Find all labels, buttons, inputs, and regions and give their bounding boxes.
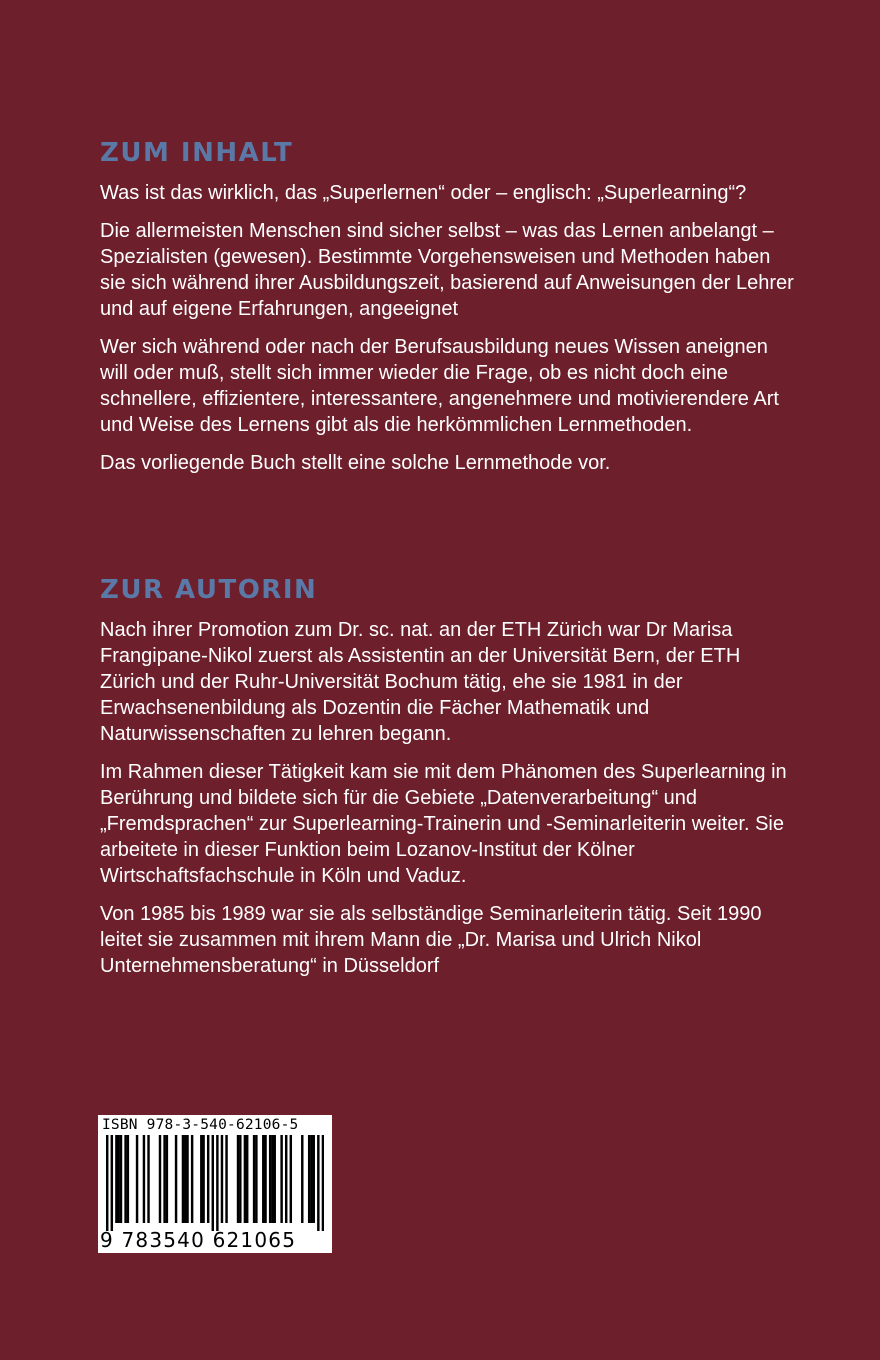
barcode-bar [308,1135,310,1223]
barcode-bar [290,1135,292,1223]
barcode-bar [237,1135,239,1223]
barcode-bar [212,1135,214,1231]
barcode-bar [143,1135,145,1223]
barcode-bar [182,1135,184,1223]
barcode-bar [269,1135,271,1223]
barcode-bar [115,1135,117,1223]
barcode-bar [200,1135,202,1223]
inhalt-paragraph-1: Was ist das wirklich, das „Superlernen“ oder – englisch: „Superlearning“? [100,182,747,204]
isbn-label: ISBN 978-3-540-62106-5 [102,1117,299,1133]
barcode-bar [120,1135,122,1223]
autorin-paragraph-3: Von 1985 bis 1989 war sie als selbständige Seminarleiterin tätig. Seit 1990 leitet sie zusammen mit ihrem Mann die „Dr. Marisa und Ulrich Nikol Unternehmensberatung“ in Düsseldorf [100,903,762,977]
barcode-bar [111,1135,113,1231]
barcode-bar [191,1135,193,1223]
barcode-bar [163,1135,165,1223]
heading-zur-autorin: ZUR AUTORIN [100,575,318,605]
barcode-bar [106,1135,108,1231]
heading-zum-inhalt: ZUM INHALT [100,138,294,168]
barcode-bar [322,1135,324,1231]
barcode-bar [280,1135,282,1223]
barcode-bar [184,1135,186,1223]
inhalt-paragraph-2: Die allermeisten Menschen sind sicher selbst – was das Lernen anbelangt – Spezialisten (gewesen). Bestimmte Vorgehensweisen und Methoden haben sie sich während ihrer Ausbildungszeit, basierend auf Anweisungen der Lehrer und auf eigene Erfahrungen, angeeignet [100,220,794,320]
barcode-bar [127,1135,129,1223]
barcode-bar [274,1135,276,1223]
barcode-bar [216,1135,218,1231]
barcode-bar [301,1135,303,1223]
inhalt-paragraph-3: Wer sich während oder nach der Berufsausbildung neues Wissen aneignen will oder muß, stellt sich immer wieder die Frage, ob es nicht doch eine schnellere, effizientere, interessantere, angenehmere und motivierendere Art und Weise des Lernens gibt als die herkömmlichen Lernmethoden. [100,336,779,436]
barcode-bar [253,1135,255,1223]
barcode-bar [159,1135,161,1223]
barcode-bar [207,1135,209,1223]
barcode-bar [255,1135,257,1223]
barcode-bar [136,1135,138,1223]
barcode-bar [221,1135,223,1223]
barcode-bar [239,1135,241,1223]
barcode-bar [310,1135,312,1223]
barcode-bar [117,1135,119,1223]
barcode-bar [166,1135,168,1223]
barcode-bar [225,1135,227,1223]
barcode-bar [175,1135,177,1223]
barcode-bar [262,1135,264,1223]
barcode-bar [246,1135,248,1223]
barcode-bar [244,1135,246,1223]
inhalt-paragraph-4: Das vorliegende Buch stellt eine solche Lernmethode vor. [100,452,611,474]
autorin-paragraph-2: Im Rahmen dieser Tätigkeit kam sie mit dem Phänomen des Superlearning in Berührung und bildete sich für die Gebiete „Datenverarbeitung“ und „Fremdsprachen“ zur Superlearning-Trainerin und -Seminarleiterin weiter. Sie arbeitete in dieser Funktion beim Lozanov-Institut der Kölner Wirtschaftsfachschule in Köln und Vaduz. [100,761,787,887]
section-zur-autorin [100,575,800,991]
barcode-bar [186,1135,188,1223]
barcode-bar [124,1135,126,1223]
barcode-bar [264,1135,266,1223]
barcode-bar [147,1135,149,1223]
autorin-paragraph-1: Nach ihrer Promotion zum Dr. sc. nat. an der ETH Zürich war Dr Marisa Frangipane-Nikol zuerst als Assistentin an der Universität Bern, der ETH Zürich und der Ruhr-Universität Bochum tätig, ehe sie 1981 in der Erwachsenenbildung als Dozentin die Fächer Mathematik und Naturwissenschaften zu lehren begann. [100,619,741,745]
barcode-bar [317,1135,319,1231]
barcode-bars [106,1135,324,1231]
ean-digits: 9 783540 621065 [100,1228,297,1252]
section-zum-inhalt [100,138,800,488]
barcode-bar [285,1135,287,1223]
barcode-bar [271,1135,273,1223]
isbn-barcode [98,1115,332,1253]
barcode-bar [313,1135,315,1223]
barcode-bar [202,1135,204,1223]
